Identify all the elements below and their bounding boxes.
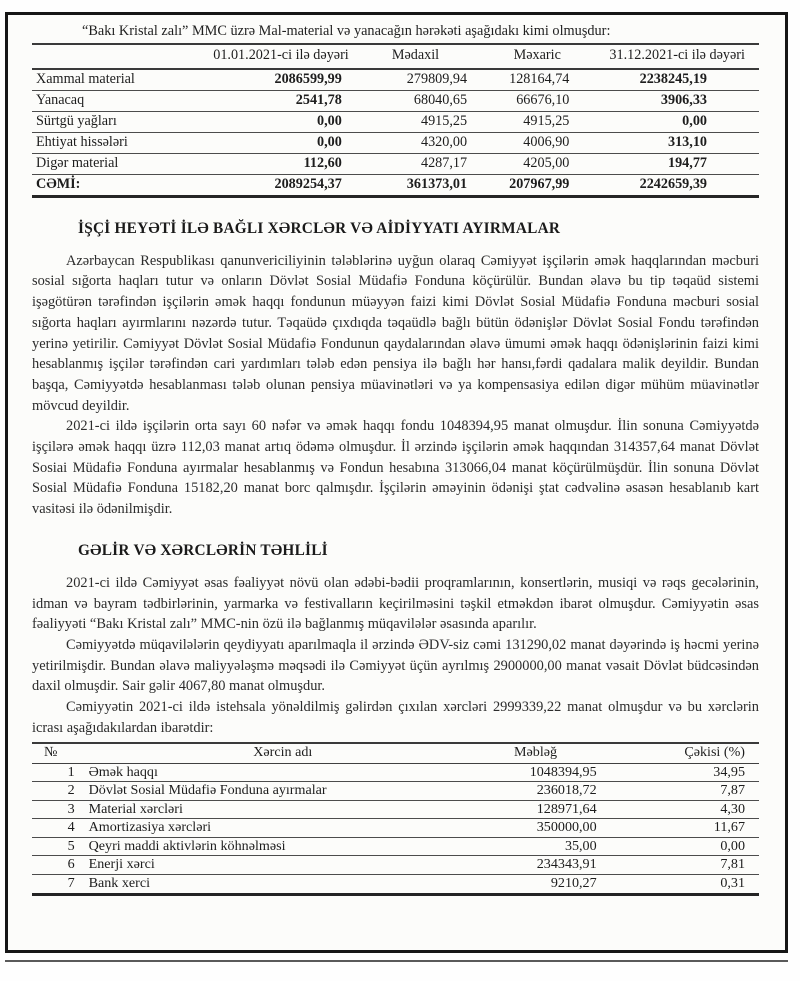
expense-row xyxy=(32,856,759,875)
expense-number: 6 xyxy=(32,856,76,875)
expense-name: Qeyri maddi aktivlərin köhnəlməsi xyxy=(76,837,490,856)
expense-share: 0,00 xyxy=(643,837,759,856)
expense-name: Enerji xərci xyxy=(76,856,490,875)
opening-value: 0,00 xyxy=(210,111,352,132)
inflow-value: 68040,65 xyxy=(352,90,479,111)
opening-value: 0,00 xyxy=(210,132,352,153)
closing-value: 313,10 xyxy=(595,132,759,153)
expense-name: Dövlət Sosial Müdafiə Fonduna ayırmalar xyxy=(76,782,490,801)
expense-name: Material xərcləri xyxy=(76,800,490,819)
inflow-value: 4287,17 xyxy=(352,153,479,174)
expense-number: 7 xyxy=(32,875,76,895)
page-border-frame xyxy=(5,12,788,953)
materials-table-header-row xyxy=(32,45,759,69)
expense-share: 7,81 xyxy=(643,856,759,875)
table-row-surtgu xyxy=(32,111,759,132)
row-label: Ehtiyat hissələri xyxy=(32,132,210,153)
outflow-value: 128164,74 xyxy=(479,69,595,91)
total-closing: 2242659,39 xyxy=(595,174,759,196)
expense-number: 2 xyxy=(32,782,76,801)
inflow-value: 4915,25 xyxy=(352,111,479,132)
header-share: Çəkisi (%) xyxy=(643,743,759,764)
expense-amount: 234343,91 xyxy=(490,856,643,875)
header-opening-value: 01.01.2021-ci ilə dəyəri xyxy=(210,45,352,69)
expense-share: 0,31 xyxy=(643,875,759,895)
closing-value: 0,00 xyxy=(595,111,759,132)
header-amount: Məbləğ xyxy=(490,743,643,764)
table-row-yanacaq xyxy=(32,90,759,111)
materials-movement-table xyxy=(32,45,759,198)
header-closing-value: 31.12.2021-ci ilə dəyəri xyxy=(595,45,759,69)
expense-number: 3 xyxy=(32,800,76,819)
outflow-value: 4006,90 xyxy=(479,132,595,153)
expense-row xyxy=(32,837,759,856)
inflow-value: 279809,94 xyxy=(352,69,479,91)
closing-value: 194,77 xyxy=(595,153,759,174)
opening-value: 112,60 xyxy=(210,153,352,174)
header-outflow: Məxaric xyxy=(479,45,595,69)
table-row-ehtiyat xyxy=(32,132,759,153)
opening-value: 2086599,99 xyxy=(210,69,352,91)
section-heading-staff-costs: İŞÇİ HEYƏTİ İLƏ BAĞLI XƏRCLƏR VƏ AİDİYYATI AYIRMALAR xyxy=(78,219,561,237)
row-label: Yanacaq xyxy=(32,90,210,111)
closing-value: 3906,33 xyxy=(595,90,759,111)
total-inflow: 361373,01 xyxy=(352,174,479,196)
expense-amount: 236018,72 xyxy=(490,782,643,801)
expense-row xyxy=(32,800,759,819)
document-content xyxy=(8,15,785,896)
expense-name: Amortizasiya xərcləri xyxy=(76,819,490,838)
table-row-xammal xyxy=(32,69,759,91)
total-outflow: 207967,99 xyxy=(479,174,595,196)
header-empty xyxy=(32,45,210,69)
outflow-value: 66676,10 xyxy=(479,90,595,111)
table-total-row xyxy=(32,174,759,196)
row-label: Xammal material xyxy=(32,69,210,91)
expense-row xyxy=(32,782,759,801)
header-number: № xyxy=(32,743,76,764)
expense-row xyxy=(32,819,759,838)
intro-line: “Bakı Kristal zalı” MMC üzrə Mal-material və yanacağın hərəkəti aşağıdakı kimi olmuşdur: xyxy=(32,22,759,45)
total-label: CƏMİ: xyxy=(32,174,210,196)
expenses-breakdown-table xyxy=(32,742,759,896)
total-opening: 2089254,37 xyxy=(210,174,352,196)
row-label: Digər material xyxy=(32,153,210,174)
opening-value: 2541,78 xyxy=(210,90,352,111)
expense-number: 5 xyxy=(32,837,76,856)
expense-amount: 128971,64 xyxy=(490,800,643,819)
expense-row xyxy=(32,763,759,782)
header-expense-name: Xərcin adı xyxy=(76,743,490,764)
expense-number: 1 xyxy=(32,763,76,782)
expense-share: 4,30 xyxy=(643,800,759,819)
outflow-value: 4915,25 xyxy=(479,111,595,132)
income-paragraph-2: Cəmiyyətdə müqavilələrin qeydiyyatı aparılmaqla il ərzində ƏDV-siz cəmi 131290,02 manat dəyərində iş həcmi yerinə yetirilmişdir. Bundan əlavə maliyyələşmə məqsədi ilə Cəmiyyət üçün ayrılmış 2900000,00 manat vəsait Dövlət büdcəsindən daxil olmuşdir. Sair gəlir 4067,80 manat olmuşdur. xyxy=(32,637,759,695)
expense-amount: 350000,00 xyxy=(490,819,643,838)
scan-artifact-line xyxy=(5,960,788,962)
expense-row xyxy=(32,875,759,895)
expense-amount: 1048394,95 xyxy=(490,763,643,782)
outflow-value: 4205,00 xyxy=(479,153,595,174)
expense-amount: 9210,27 xyxy=(490,875,643,895)
expense-name: Bank xerci xyxy=(76,875,490,895)
staff-paragraph-2: 2021-ci ildə işçilərin orta sayı 60 nəfər və əmək haqqı fondu 1048394,95 manat olmuşdur. İlin sonuna Cəmiyyətdə işçilərə əmək haqqı üzrə 112,03 manat artıq ödəmə olmuşdur. İl ərzində işçilərin əmək haqqından 314357,64 manat Dövlət Sosiai Müdafiə Fonduna ayırmalar hesablanmış və Fondun hesabına 313066,04 manat köçürülmüşdür. İlin sonuna Dövlət Sosial Müdafiə Fonduna 15182,20 manat borc qalmışdır. İşçilərin əməyinin ödənişi ştat cədvəlinə əsasən hesablanıb kart vasitəsi ilə ödənilmişdir. xyxy=(32,418,759,518)
row-label: Sürtgü yağları xyxy=(32,111,210,132)
header-inflow: Mədaxil xyxy=(352,45,479,69)
income-paragraph-3: Cəmiyyətin 2021-ci ildə istehsala yönəldilmiş gəlirdən çıxılan xərcləri 2999339,22 manat olmuşdur və bu xərclərin icrası aşağıdakılardan ibarətdir: xyxy=(32,699,759,736)
expense-name: Əmək haqqı xyxy=(76,763,490,782)
inflow-value: 4320,00 xyxy=(352,132,479,153)
section-heading-income-expense: GƏLİR VƏ XƏRCLƏRİN TƏHLİLİ xyxy=(78,541,328,559)
expense-share: 7,87 xyxy=(643,782,759,801)
expense-share: 11,67 xyxy=(643,819,759,838)
table-row-diger xyxy=(32,153,759,174)
expense-share: 34,95 xyxy=(643,763,759,782)
expenses-table-header-row xyxy=(32,743,759,764)
staff-paragraph-1: Azərbaycan Respublikası qanunvericiliyinin tələblərinə uyğun olaraq Cəmiyyət işçilərin əmək haqqlarından məcburi sosial sığorta haqları tutur və onların Dövlət Sosial Müdafiə Fonduna köçürülür. Bundan əlavə bu tip təqaüd sistemi işəgötürən tərəfindən işçilərin əmək haqqı fondunun müəyyən faizi kimi Dövlət Sosial Müdafiə Fonduna məcburi sosial sığorta haqları ayırmlarını nəzərdə tutur. Təqaüdə çıxdıqda təqaüdlə bağlı bütün ödənişlər Dövlət Sosial Fondu tərəfindən yerinə yetirilir. Cəmiyyət Dövlət Sosial Müdafiə Fondunun qaydalarından əlavə ümumi əmək haqqı ödənişlərinin faizi kimi hesablanmış işçilər tərəfindən cari yardımları tələb edən pensiya ilə bağlı hər hansı,fərdi qadalara malik deyildir. Bundan başqa, Cəmiyyətdə hesablanması tələb olunan pensiya müavinətləri və ya kompensasiya edilən digər mühüm müavinətlər mövcud deyildir. xyxy=(32,252,759,414)
expense-number: 4 xyxy=(32,819,76,838)
closing-value: 2238245,19 xyxy=(595,69,759,91)
expense-amount: 35,00 xyxy=(490,837,643,856)
income-paragraph-1: 2021-ci ildə Cəmiyyət əsas fəaliyyət növü olan ədəbi-bədii proqramlarının, konsertlərin, musiqi və rəqs gecələrinin, idman və bayram tədbirlərinin, yarmarka və festivalların keçirilməsini təşkil etməkdən ibarət olmuşdur. Cəmiyyətin əsas fəaliyyəti “Bakı Kristal zalı” MMC-nin özü ilə bağlanmış müqavilələr əsasında aparılır. xyxy=(32,574,759,633)
